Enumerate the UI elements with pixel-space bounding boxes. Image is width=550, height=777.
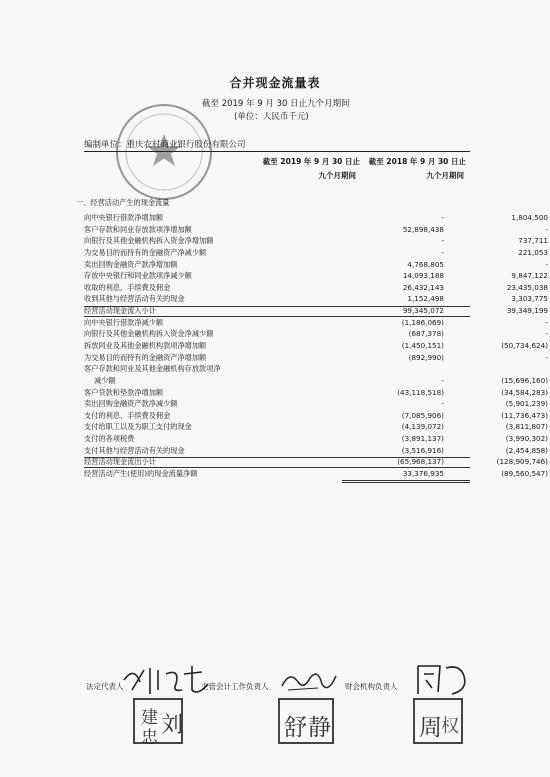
row-label: 存放中央银行和同业款项净减少额	[84, 271, 192, 281]
value-2018: 737,711	[518, 236, 548, 246]
company-seal	[116, 104, 212, 200]
legal-rep-caption: 法定代表人	[86, 682, 124, 691]
signature-block	[0, 660, 550, 777]
table-row	[84, 317, 548, 328]
row-label: 为交易目的而持有的金融资产净增加额	[84, 352, 207, 362]
value-2019: -	[441, 375, 444, 385]
value-2019: 33,376,935	[402, 468, 444, 478]
value-2019: (3,516,916)	[401, 445, 444, 455]
value-2018: (2,454,858)	[505, 445, 548, 455]
row-label: 卖出回购金融资产款净增加额	[84, 259, 178, 269]
table-row	[84, 282, 548, 293]
value-2018: (34,584,283)	[501, 387, 548, 397]
accounting-head-caption: 主管会计工作负责人	[201, 682, 269, 691]
value-2018: 3,303,775	[511, 294, 548, 304]
value-2018: (3,990,302)	[505, 434, 548, 443]
row-label: 向银行及其他金融机构拆入资金净增加额	[84, 236, 214, 246]
report-period: 截至 2019 年 9 月 30 日止九个月期间	[202, 99, 350, 109]
row-label: 收取的利息、手续费及佣金	[84, 282, 171, 292]
row-label: 经营活动现金流入小计	[84, 306, 156, 315]
subtotal-rule	[84, 467, 470, 468]
table-row	[84, 212, 548, 223]
table-row	[84, 468, 548, 479]
value-2019: -	[441, 213, 444, 222]
legal-rep-signature	[120, 660, 215, 700]
value-2019: (1,186,069)	[401, 317, 444, 327]
row-label: 客户存款和同业及其他金融机构存放款项净	[84, 364, 221, 374]
row-label: 收到其他与经营活动有关的现金	[84, 294, 185, 304]
table-row	[84, 328, 548, 339]
value-2019: -	[441, 247, 444, 257]
table-row	[84, 259, 548, 270]
row-label: 向中央银行借款净减少额	[84, 317, 164, 327]
table-row	[84, 247, 548, 258]
row-label: 支付其他与经营活动有关的现金	[84, 445, 185, 455]
table-row	[84, 387, 548, 398]
table-row	[84, 340, 548, 351]
value-2018: (11,736,473)	[501, 410, 548, 420]
value-2019: 14,093,188	[402, 271, 444, 281]
value-2019: 99,345,072	[402, 306, 444, 315]
section-title: 一、经营活动产生的现金流量	[76, 198, 170, 207]
row-label: 支付的各项税费	[84, 434, 135, 443]
value-2019: (4,139,072)	[401, 422, 444, 432]
compiling-entity: 编制单位：重庆农村商业银行股份有限公司	[84, 140, 246, 150]
legal-rep-stamp: 建 忠 刘	[133, 698, 183, 744]
row-label: 经营活动现金流出小计	[84, 457, 156, 467]
row-label: 客户贷款和垫款净增加额	[84, 387, 164, 397]
row-label: 客户存款和同业存放款项净增加额	[84, 224, 192, 234]
finance-head-stamp: 周 权	[413, 698, 463, 744]
table-row	[84, 363, 470, 374]
table-row	[84, 433, 548, 444]
finance-head-signature	[412, 660, 472, 700]
table-row	[84, 456, 548, 467]
value-2018: 23,435,038	[506, 282, 548, 292]
table-row	[84, 375, 548, 386]
total-double-rule	[342, 482, 470, 483]
table-row	[84, 421, 548, 432]
finance-head-caption: 财会机构负责人	[345, 682, 398, 691]
table-row	[84, 224, 548, 235]
value-2018: 39,349,199	[506, 306, 548, 315]
table-row	[84, 410, 548, 421]
value-2019: (1,450,151)	[401, 340, 444, 350]
subtotal-rule	[84, 457, 470, 458]
subtotal-rule	[84, 306, 470, 307]
row-label: 支付的利息、手续费及佣金	[84, 410, 171, 420]
total-double-rule	[342, 480, 470, 481]
value-2018: (3,811,807)	[505, 422, 548, 432]
row-label: 经营活动产生(使用)的现金流量净额	[84, 468, 198, 478]
row-label: 拆放同业及其他金融机构款项净增加额	[84, 340, 207, 350]
value-2018: 9,847,122	[511, 271, 548, 281]
value-2019: (3,891,137)	[401, 434, 444, 443]
accounting-head-signature	[278, 664, 340, 700]
value-2019: 26,432,143	[402, 282, 444, 292]
value-2018: -	[545, 224, 548, 234]
row-label: 为交易目的而持有的金融资产净减少额	[84, 247, 207, 257]
row-label: 支付给职工以及为职工支付的现金	[84, 422, 192, 432]
column-subheader-2018: 九个月期间	[426, 171, 464, 180]
value-2019: 52,898,438	[402, 224, 444, 234]
value-2019: (892,990)	[408, 352, 444, 362]
table-row	[84, 398, 548, 409]
value-2018: -	[545, 259, 548, 269]
table-row	[84, 235, 548, 246]
row-label: 减少额	[94, 375, 116, 385]
header-rule	[84, 151, 470, 152]
value-2019: (43,118,518)	[397, 387, 444, 397]
section-title-row	[76, 197, 470, 208]
value-2018: -	[545, 352, 548, 362]
table-row	[84, 293, 548, 304]
table-row	[84, 352, 548, 363]
row-label: 向银行及其他金融机构拆入资金净减少额	[84, 329, 214, 339]
column-header-2019: 截至 2019 年 9 月 30 日止	[262, 157, 360, 166]
value-2018: -	[545, 329, 548, 339]
table-row	[84, 305, 548, 316]
seal-star-icon	[118, 106, 210, 198]
value-2019: (7,085,906)	[401, 410, 444, 420]
value-2019: 1,152,498	[407, 294, 444, 304]
column-header-2018: 截至 2018 年 9 月 30 日止	[368, 157, 466, 166]
value-2018: (50,734,624)	[501, 340, 548, 350]
value-2019: -	[441, 236, 444, 246]
table-row	[84, 270, 548, 281]
value-2019: (687,378)	[408, 329, 444, 339]
value-2019: -	[441, 399, 444, 409]
accounting-head-stamp: 舒 静	[278, 698, 334, 744]
row-label: 卖出回购金融资产款净减少额	[84, 399, 178, 409]
value-2019: 4,768,805	[407, 259, 444, 269]
value-2018: (15,696,160)	[501, 375, 548, 385]
row-label: 向中央银行借款净增加额	[84, 213, 164, 222]
value-2018: 1,804,500	[511, 213, 548, 222]
subtotal-rule	[84, 316, 470, 317]
column-subheader-2019: 九个月期间	[318, 171, 356, 180]
value-2018: (128,909,746)	[496, 457, 548, 467]
currency-unit: (单位：人民币千元)	[234, 112, 309, 122]
value-2018: (5,901,239)	[505, 399, 548, 409]
value-2019: (65,968,137)	[397, 457, 444, 467]
value-2018: -	[545, 317, 548, 327]
table-row	[84, 445, 548, 456]
value-2018: (89,560,547)	[501, 468, 548, 478]
statement-title: 合并现金流量表	[229, 76, 321, 90]
value-2018: 221,053	[518, 247, 548, 257]
